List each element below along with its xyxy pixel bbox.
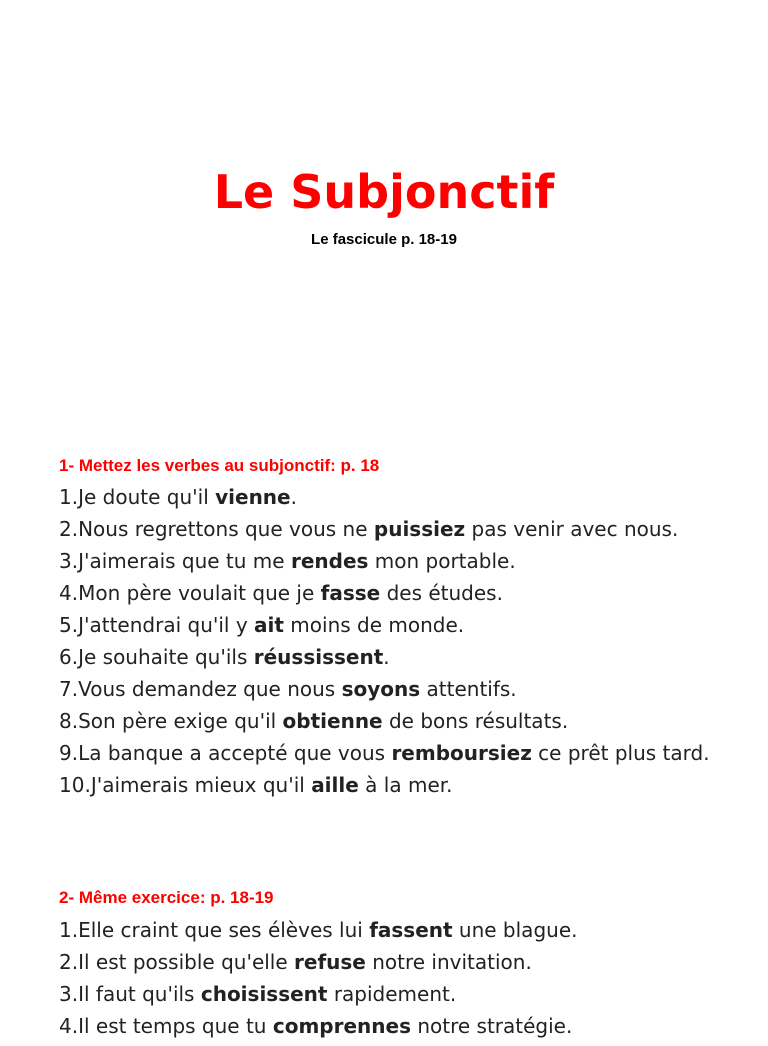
section-heading-2: 2- Même exercice: p. 18-19 — [59, 888, 274, 907]
item-number: 1. — [59, 485, 79, 509]
conjugated-verb: ait — [254, 613, 284, 637]
exercise-item — [59, 613, 719, 637]
sentence-start: Je doute qu'il — [78, 485, 216, 509]
sentence-start: Je souhaite qu'ils — [78, 645, 254, 669]
sentence-end: pas venir avec nous. — [465, 517, 679, 541]
conjugated-verb: fassent — [369, 918, 453, 942]
sentence-start: Mon père voulait que je — [78, 581, 321, 605]
item-number: 4. — [59, 581, 79, 605]
item-number: 6. — [59, 645, 79, 669]
exercise-item — [59, 709, 719, 733]
sentence-end: ce prêt plus tard. — [531, 741, 710, 765]
conjugated-verb: refuse — [294, 950, 366, 974]
conjugated-verb: rendes — [290, 549, 369, 573]
sentence-end: une blague. — [452, 918, 578, 942]
conjugated-verb: soyons — [341, 677, 421, 701]
exercise-item — [59, 581, 719, 605]
conjugated-verb: aille — [311, 773, 359, 797]
sentence-end: mon portable. — [368, 549, 516, 573]
conjugated-verb: remboursiez — [391, 741, 532, 765]
exercise-item — [59, 918, 719, 942]
sentence-start: Nous regrettons que vous ne — [78, 517, 374, 541]
sentence-end: attentifs. — [420, 677, 517, 701]
sentence-end: rapidement. — [327, 982, 457, 1006]
page-title: Le Subjonctif — [213, 165, 555, 219]
exercise-item — [59, 982, 719, 1006]
sentence-end: notre invitation. — [365, 950, 532, 974]
sentence-end: des études. — [380, 581, 503, 605]
sentence-end: notre stratégie. — [410, 1014, 573, 1038]
item-number: 4. — [59, 1014, 79, 1038]
item-number: 2. — [59, 950, 79, 974]
sentence-start: J'aimerais que tu me — [78, 549, 291, 573]
sentence-start: Il est possible qu'elle — [78, 950, 295, 974]
conjugated-verb: choisissent — [200, 982, 328, 1006]
exercise-item — [59, 549, 719, 573]
exercise-list-1 — [59, 485, 719, 805]
conjugated-verb: fasse — [320, 581, 381, 605]
exercise-item — [59, 950, 719, 974]
sentence-start: Son père exige qu'il — [78, 709, 283, 733]
conjugated-verb: réussissent — [253, 645, 384, 669]
page-subtitle: Le fascicule p. 18-19 — [311, 231, 457, 248]
sentence-end: à la mer. — [358, 773, 453, 797]
sentence-end: . — [290, 485, 297, 509]
conjugated-verb: puissiez — [373, 517, 466, 541]
sentence-start: Il faut qu'ils — [78, 982, 201, 1006]
item-number: 7. — [59, 677, 79, 701]
conjugated-verb: obtienne — [282, 709, 383, 733]
exercise-item — [59, 677, 719, 701]
item-number: 1. — [59, 918, 79, 942]
item-number: 9. — [59, 741, 79, 765]
sentence-start: Elle craint que ses élèves lui — [78, 918, 370, 942]
item-number: 3. — [59, 982, 79, 1006]
exercise-list-2 — [59, 918, 719, 1046]
item-number: 3. — [59, 549, 79, 573]
sentence-start: J'aimerais mieux qu'il — [90, 773, 312, 797]
sentence-start: Vous demandez que nous — [78, 677, 342, 701]
exercise-item — [59, 485, 719, 509]
sentence-end: moins de monde. — [283, 613, 465, 637]
exercise-item — [59, 741, 719, 765]
item-number: 2. — [59, 517, 79, 541]
conjugated-verb: vienne — [215, 485, 291, 509]
sentence-start: J'attendrai qu'il y — [78, 613, 255, 637]
section-heading-1: 1- Mettez les verbes au subjonctif: p. 18 — [59, 456, 380, 475]
item-number: 8. — [59, 709, 79, 733]
exercise-item — [59, 1014, 719, 1038]
exercise-item — [59, 645, 719, 669]
sentence-end: . — [383, 645, 390, 669]
exercise-item — [59, 773, 719, 797]
sentence-end: de bons résultats. — [382, 709, 569, 733]
sentence-start: Il est temps que tu — [78, 1014, 273, 1038]
item-number: 5. — [59, 613, 79, 637]
exercise-item — [59, 517, 719, 541]
item-number: 10. — [59, 773, 91, 797]
sentence-start: La banque a accepté que vous — [78, 741, 392, 765]
conjugated-verb: comprennes — [272, 1014, 411, 1038]
